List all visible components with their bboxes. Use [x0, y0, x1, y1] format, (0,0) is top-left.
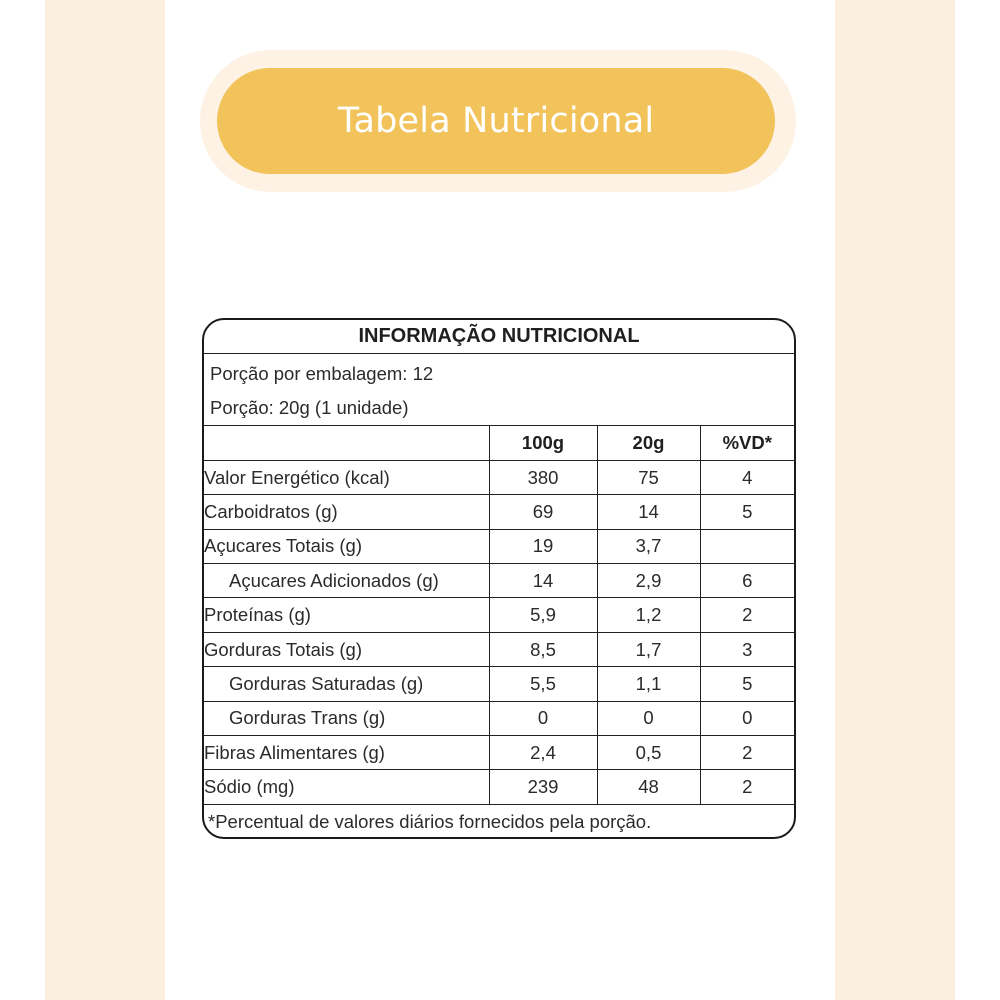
column-header-100g: 100g: [489, 426, 597, 460]
table-row: [204, 529, 794, 563]
table-row: [204, 632, 794, 666]
nutrition-header: INFORMAÇÃO NUTRICIONAL: [204, 320, 794, 354]
table-row: [204, 598, 794, 632]
value-20g: 14: [597, 495, 700, 529]
portion-size: Porção: 20g (1 unidade): [210, 397, 409, 418]
value-20g: 1,2: [597, 598, 700, 632]
value-100g: 5,9: [489, 598, 597, 632]
value-20g: 0: [597, 701, 700, 735]
value-100g: 19: [489, 529, 597, 563]
value-vd: 3: [700, 632, 794, 666]
value-20g: 3,7: [597, 529, 700, 563]
table-row: [204, 667, 794, 701]
value-100g: 8,5: [489, 632, 597, 666]
value-vd: 5: [700, 495, 794, 529]
column-header-vd: %VD*: [700, 426, 794, 460]
nutrient-label: Fibras Alimentares (g): [204, 736, 489, 770]
table-row: [204, 495, 794, 529]
table-row: [204, 564, 794, 598]
title-banner: [217, 68, 775, 174]
nutrient-label: Gorduras Totais (g): [204, 632, 489, 666]
value-100g: 239: [489, 770, 597, 804]
nutrition-table-header-row: [204, 426, 794, 460]
footnote: *Percentual de valores diários fornecidos pela porção.: [208, 810, 652, 832]
value-vd: 2: [700, 770, 794, 804]
value-100g: 14: [489, 564, 597, 598]
nutrition-table-body: [204, 460, 794, 804]
value-20g: 1,7: [597, 632, 700, 666]
nutrient-label: Valor Energético (kcal): [204, 460, 489, 494]
nutrient-label: Açucares Adicionados (g): [204, 564, 489, 598]
value-100g: 69: [489, 495, 597, 529]
value-vd: 6: [700, 564, 794, 598]
value-20g: 75: [597, 460, 700, 494]
portion-info: [204, 354, 794, 426]
value-20g: 1,1: [597, 667, 700, 701]
nutrient-label: Gorduras Trans (g): [204, 701, 489, 735]
nutrient-label: Gorduras Saturadas (g): [204, 667, 489, 701]
value-vd: 0: [700, 701, 794, 735]
column-header-nutrient: [204, 426, 489, 460]
value-vd: [700, 529, 794, 563]
value-100g: 5,5: [489, 667, 597, 701]
value-vd: 5: [700, 667, 794, 701]
nutrient-label: Carboidratos (g): [204, 495, 489, 529]
right-side-band: [835, 0, 955, 1000]
value-20g: 2,9: [597, 564, 700, 598]
value-20g: 48: [597, 770, 700, 804]
nutrient-label: Sódio (mg): [204, 770, 489, 804]
value-100g: 2,4: [489, 736, 597, 770]
value-vd: 2: [700, 736, 794, 770]
nutrition-facts-card: [202, 318, 796, 839]
nutrition-table: [204, 426, 794, 805]
value-vd: 4: [700, 460, 794, 494]
table-row: [204, 736, 794, 770]
title-banner-text: Tabela Nutricional: [337, 101, 655, 141]
nutrient-label: Proteínas (g): [204, 598, 489, 632]
table-row: [204, 770, 794, 804]
left-side-band: [45, 0, 165, 1000]
table-row: [204, 701, 794, 735]
value-100g: 0: [489, 701, 597, 735]
portions-per-package: Porção por embalagem: 12: [210, 363, 434, 384]
nutrient-label: Açucares Totais (g): [204, 529, 489, 563]
value-20g: 0,5: [597, 736, 700, 770]
value-vd: 2: [700, 598, 794, 632]
table-row: [204, 460, 794, 494]
column-header-20g: 20g: [597, 426, 700, 460]
value-100g: 380: [489, 460, 597, 494]
